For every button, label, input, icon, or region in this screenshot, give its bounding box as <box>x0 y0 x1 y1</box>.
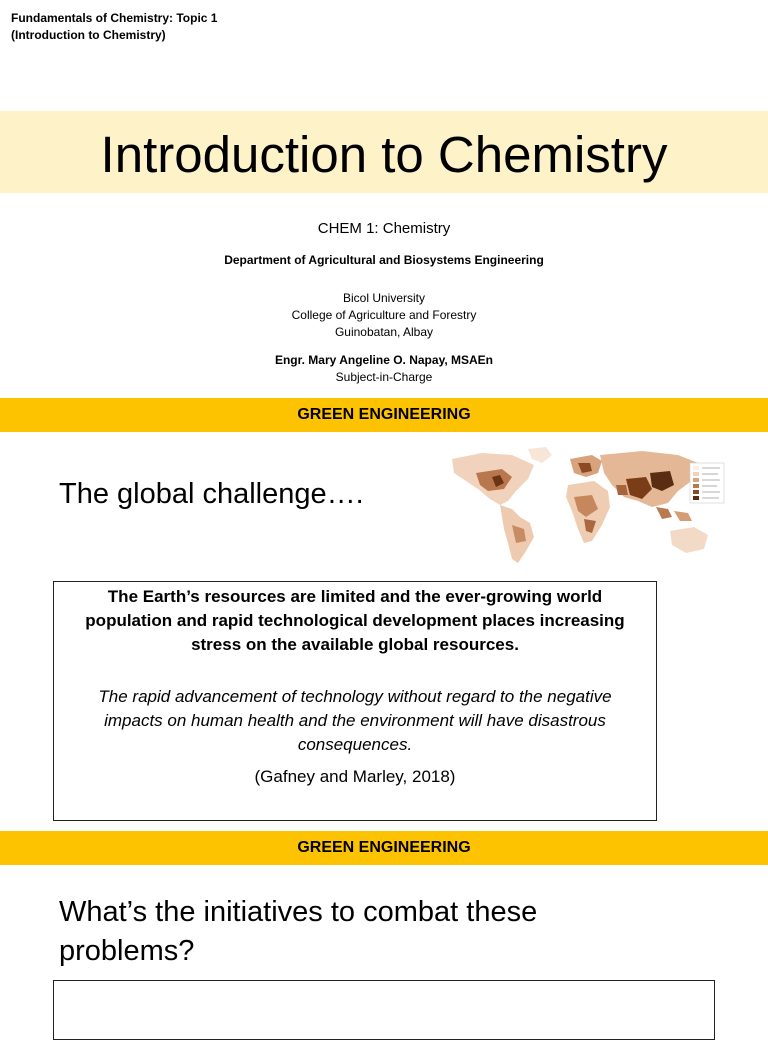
university-block <box>0 290 768 341</box>
section-heading-2: What’s the initiatives to combat these problems? <box>59 896 538 967</box>
header-topic: Fundamentals of Chemistry: Topic 1 <box>11 11 218 25</box>
world-map-illustration <box>442 445 728 568</box>
department-name: Department of Agricultural and Biosystems Engineering <box>224 253 544 267</box>
technology-quote: The rapid advancement of technology without regard to the negative impacts on human health and the environment will have disastrous consequences. <box>98 687 612 754</box>
document-header <box>11 10 217 44</box>
header-subtopic: (Introduction to Chemistry) <box>11 28 166 42</box>
answer-box <box>53 980 715 1040</box>
instructor-block <box>0 352 768 386</box>
quote-box <box>53 581 657 821</box>
page-title: Introduction to Chemistry <box>100 126 668 183</box>
university-name: Bicol University <box>342 291 426 305</box>
quote-citation: (Gafney and Marley, 2018) <box>254 767 456 786</box>
title-band <box>0 111 768 193</box>
section-band-1: GREEN ENGINEERING <box>0 398 768 432</box>
resources-statement: The Earth’s resources are limited and the ever-growing world population and rapid technological development places increasing stress on the available global resources. <box>85 587 625 654</box>
section-heading-1: The global challenge…. <box>59 478 364 510</box>
college-name: College of Agriculture and Forestry <box>291 308 477 322</box>
instructor-name: Engr. Mary Angeline O. Napay, MSAEn <box>274 353 494 367</box>
instructor-role: Subject-in-Charge <box>335 370 433 384</box>
course-name: CHEM 1: Chemistry <box>317 220 451 237</box>
section-band-2: GREEN ENGINEERING <box>0 831 768 865</box>
university-location: Guinobatan, Albay <box>334 325 434 339</box>
